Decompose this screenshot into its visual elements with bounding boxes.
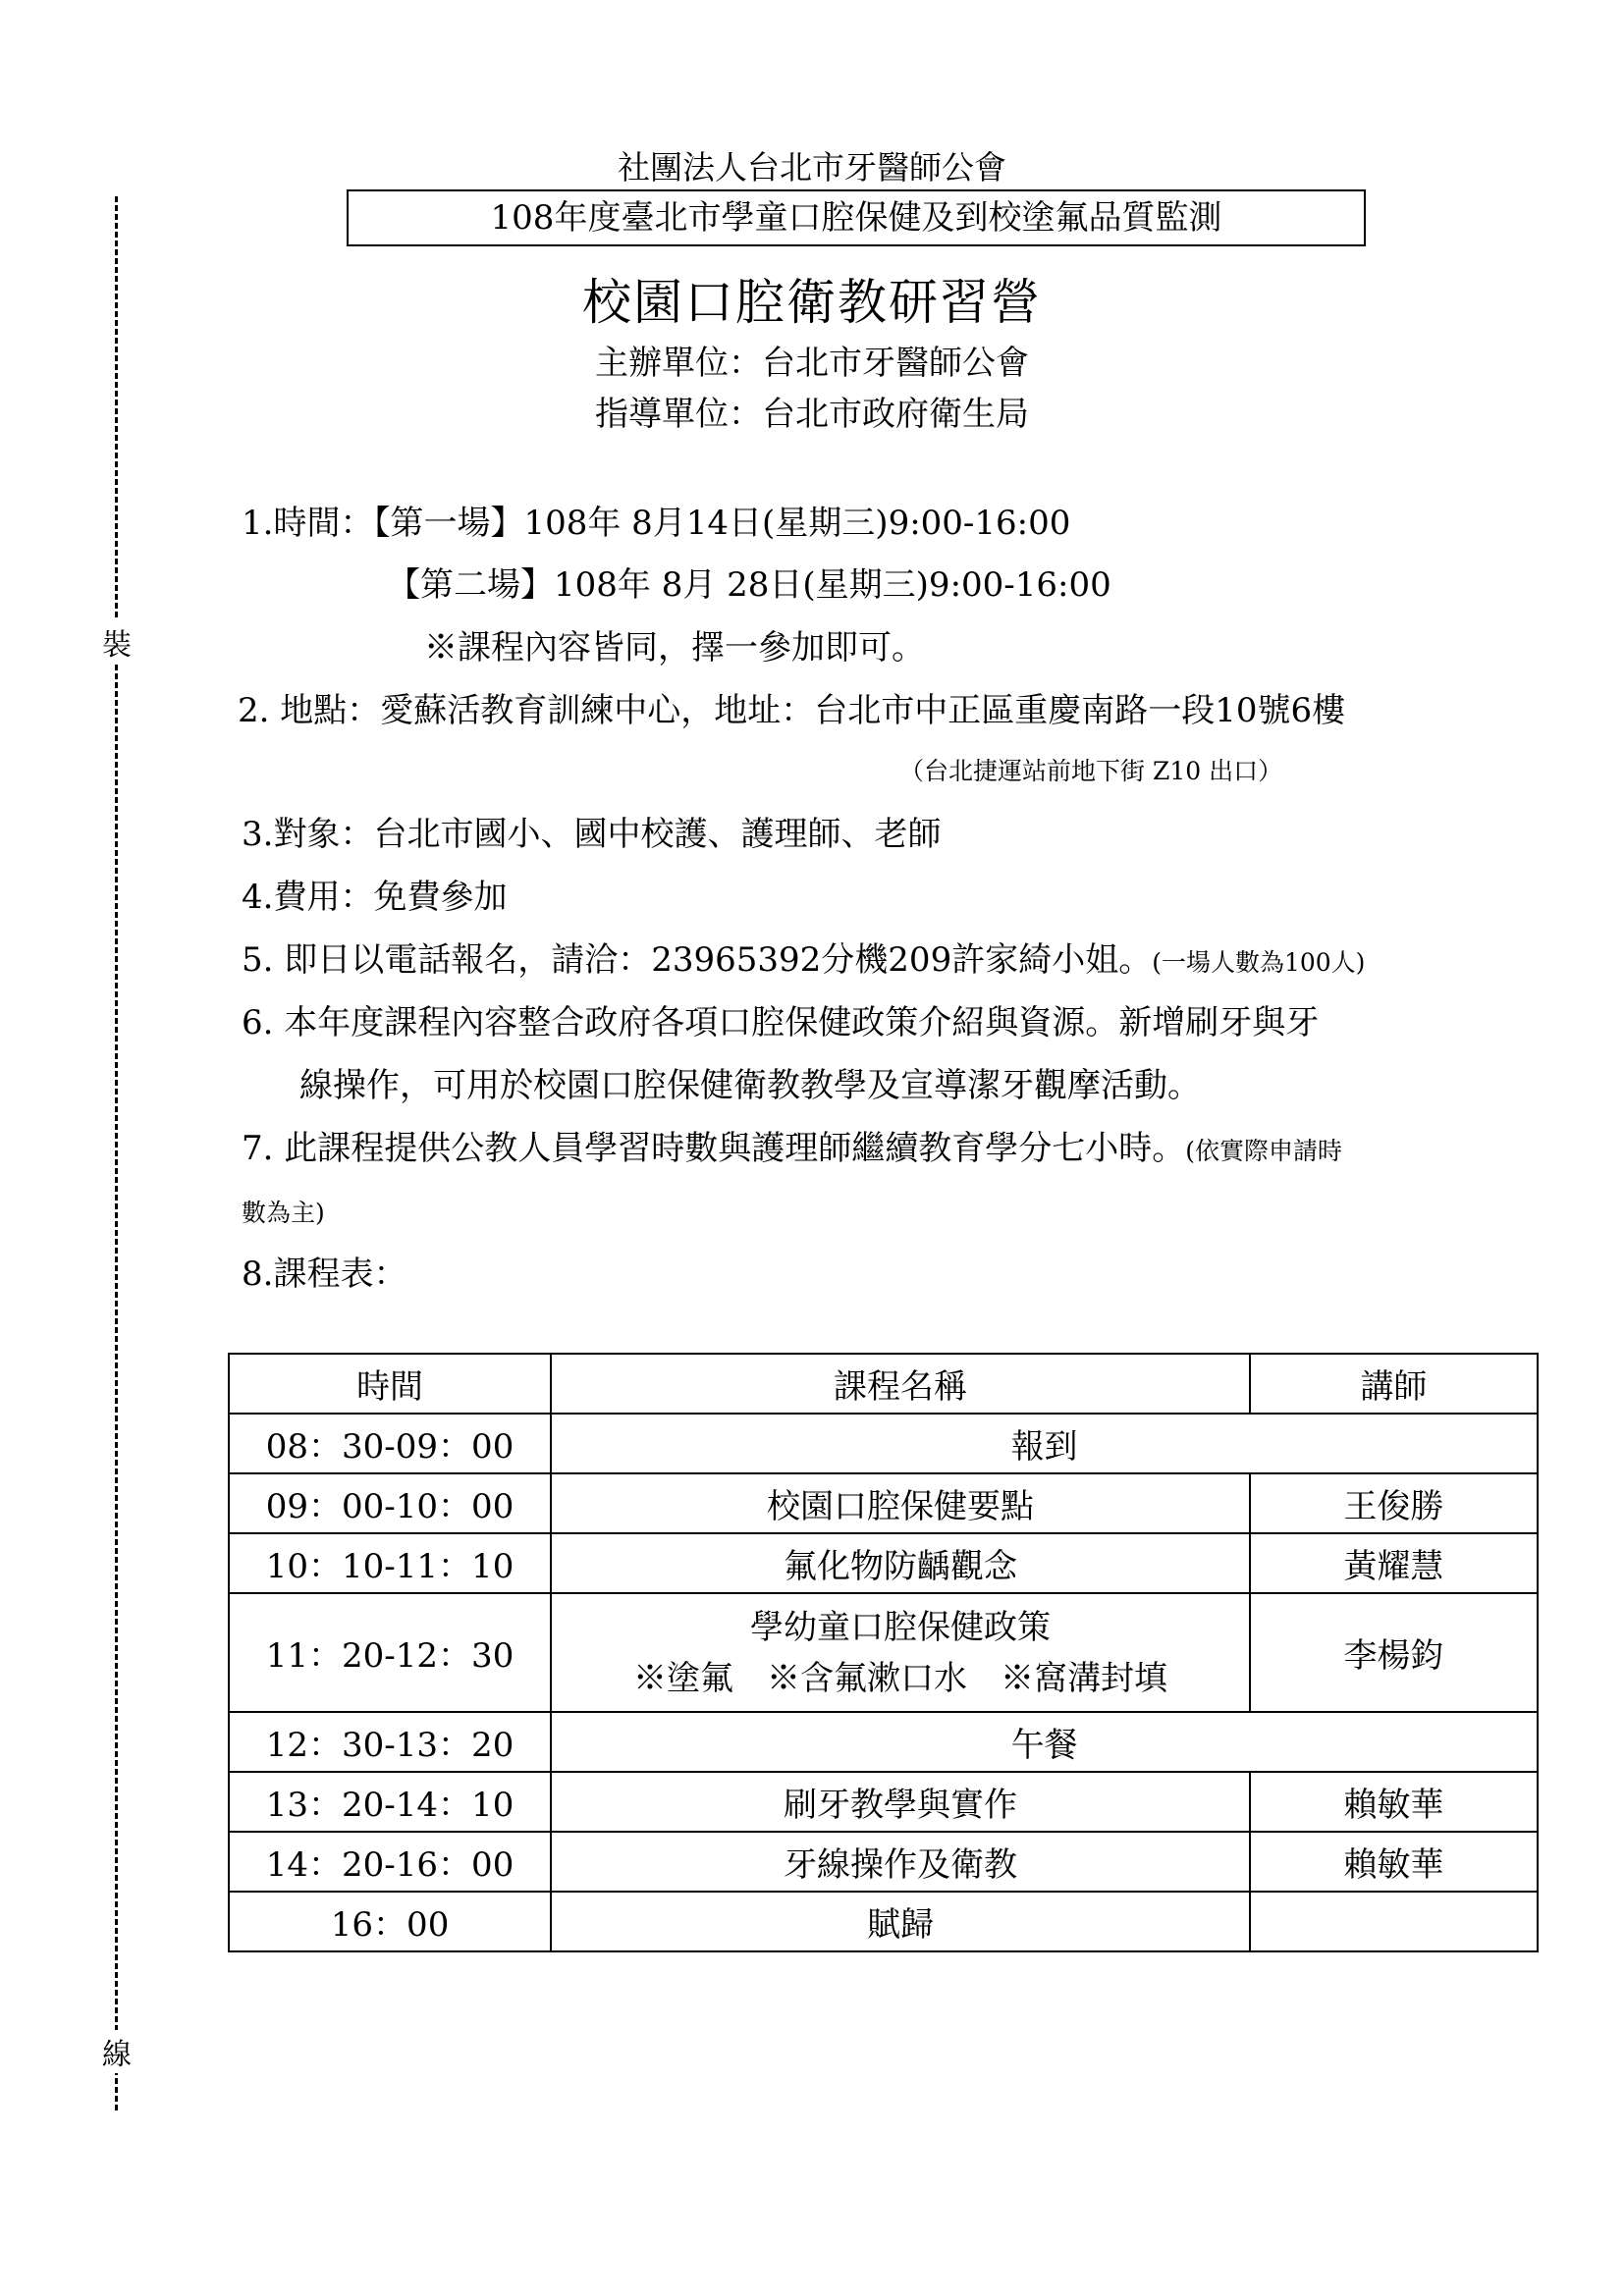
registration-text: 5. 即日以電話報名，請洽：23965392分機209許家綺小姐。 xyxy=(242,940,1153,980)
row-course: 校園口腔保健要點 xyxy=(551,1473,1250,1533)
row-course: 報到 xyxy=(551,1414,1538,1473)
table-row xyxy=(229,1892,1538,1951)
row-time: 08：30-09：00 xyxy=(229,1414,551,1473)
page-title: 校園口腔衛教研習營 xyxy=(582,274,1042,331)
table-row xyxy=(229,1772,1538,1832)
row-lecturer: 賴敏華 xyxy=(1250,1772,1538,1832)
location-note: （台北捷運站前地下街 Z10 出口） xyxy=(899,757,1283,785)
table-header-row xyxy=(229,1354,1538,1414)
organizer-line: 主辦單位：台北市牙醫師公會 xyxy=(595,344,1029,383)
binding-dashed-line xyxy=(115,196,118,2110)
header-course: 課程名稱 xyxy=(551,1354,1250,1414)
row-course: 氟化物防齲觀念 xyxy=(551,1533,1250,1593)
table-row xyxy=(229,1414,1538,1473)
header-lecturer: 講師 xyxy=(1250,1354,1538,1414)
schedule-heading: 8.課程表： xyxy=(242,1255,407,1294)
schedule-table xyxy=(228,1353,1539,1952)
row-lecturer xyxy=(1250,1892,1538,1951)
row-course: 學幼童口腔保健政策 xyxy=(750,1607,1051,1647)
credit-note-continued: 數為主) xyxy=(242,1199,325,1227)
row-lecturer: 賴敏華 xyxy=(1250,1832,1538,1892)
registration-note: (一場人數為100人) xyxy=(1152,948,1366,977)
table-row xyxy=(229,1832,1538,1892)
project-title-box: 108年度臺北市學童口腔保健及到校塗氟品質監測 xyxy=(347,189,1366,246)
table-row xyxy=(229,1533,1538,1593)
row-time: 14：20-16：00 xyxy=(229,1832,551,1892)
row-course-sub: ※塗氟 ※含氟漱口水 ※窩溝封填 xyxy=(633,1658,1167,1698)
supervisor-line: 指導單位：台北市政府衛生局 xyxy=(595,395,1029,434)
row-time: 16：00 xyxy=(229,1892,551,1951)
row-time: 10：10-11：10 xyxy=(229,1533,551,1593)
registration-line xyxy=(242,933,1365,981)
row-time: 11：20-12：30 xyxy=(229,1593,551,1712)
row-lecturer: 李楊鈞 xyxy=(1250,1593,1538,1712)
row-course-multiline xyxy=(551,1593,1250,1712)
row-lecturer: 王俊勝 xyxy=(1250,1473,1538,1533)
content-line-2: 線操作，可用於校園口腔保健衛教教學及宣導潔牙觀摩活動。 xyxy=(299,1066,1201,1105)
row-time: 13：20-14：10 xyxy=(229,1772,551,1832)
row-course: 刷牙教學與實作 xyxy=(551,1772,1250,1832)
fee-line: 4.費用：免費參加 xyxy=(242,878,508,917)
table-row xyxy=(229,1712,1538,1772)
binding-mark-bottom: 線 xyxy=(102,2030,132,2073)
table-row xyxy=(229,1593,1538,1712)
row-course: 牙線操作及衛教 xyxy=(551,1832,1250,1892)
binding-mark-top: 裝 xyxy=(102,620,132,664)
credit-text: 7. 此課程提供公教人員學習時數與護理師繼續教育學分七小時。 xyxy=(242,1129,1186,1168)
time-session-1: 1.時間：【第一場】108年 8月14日(星期三)9:00-16:00 xyxy=(242,504,1071,543)
organization-name: 社團法人台北市牙醫師公會 xyxy=(618,148,1006,187)
row-course: 賦歸 xyxy=(551,1892,1250,1951)
credit-line xyxy=(242,1121,1342,1169)
time-session-2: 【第二場】108年 8月 28日(星期三)9:00-16:00 xyxy=(387,565,1111,605)
table-row xyxy=(229,1473,1538,1533)
content-line-1: 6. 本年度課程內容整合政府各項口腔保健政策介紹與資源。新增刷牙與牙 xyxy=(242,1003,1320,1042)
credit-note: (依實際申請時 xyxy=(1185,1137,1343,1165)
row-lecturer: 黃耀慧 xyxy=(1250,1533,1538,1593)
header-time: 時間 xyxy=(229,1354,551,1414)
audience-line: 3.對象：台北市國小、國中校護、護理師、老師 xyxy=(242,815,942,854)
location-line: 2. 地點：愛蘇活教育訓練中心，地址：台北市中正區重慶南路一段10號6樓 xyxy=(238,691,1346,730)
row-course: 午餐 xyxy=(551,1712,1538,1772)
time-note: ※課程內容皆同，擇一參加即可。 xyxy=(424,628,925,667)
row-time: 09：00-10：00 xyxy=(229,1473,551,1533)
row-time: 12：30-13：20 xyxy=(229,1712,551,1772)
